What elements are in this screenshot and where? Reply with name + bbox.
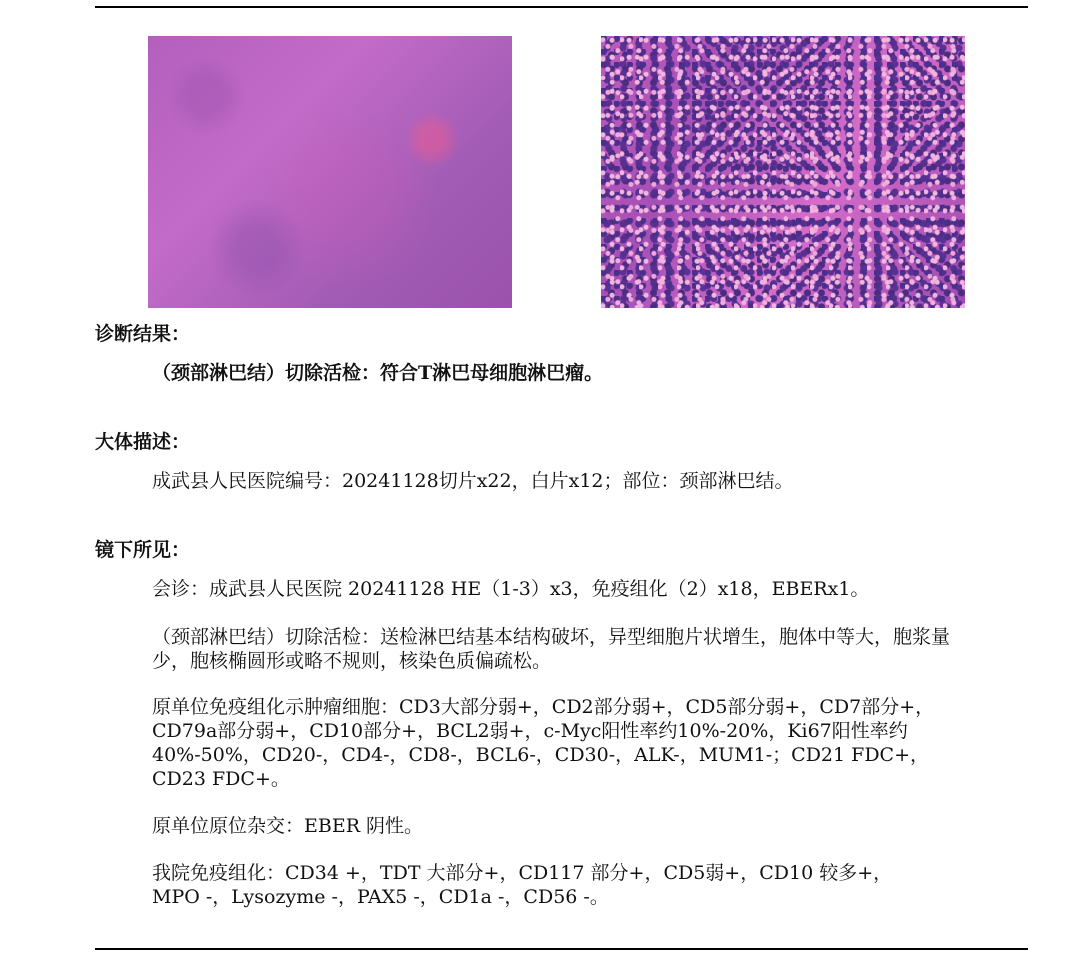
microscopy-image-high-power bbox=[601, 36, 965, 308]
gross-heading: 大体描述： bbox=[95, 431, 191, 453]
micro-paragraph-3: 原单位免疫组化示肿瘤细胞：CD3大部分弱+，CD2部分弱+，CD5部分弱+，CD7部分+，CD79a部分弱+，CD10部分+，BCL2弱+，c-Myc阳性率约10%-20%，Ki67阳性率约40%-50%，CD20-，CD4-，CD8-，BCL6-，CD30-，ALK-，MUM1-；CD21 FDC+，CD23 FDC+。 bbox=[152, 696, 935, 790]
microscopy-image-low-power bbox=[148, 36, 512, 308]
micro-paragraph-1: 会诊：成武县人民医院 20241128 HE（1-3）x3，免疫组化（2）x18，EBERx1。 bbox=[152, 578, 870, 600]
micro-heading: 镜下所见： bbox=[95, 539, 191, 561]
micro-paragraph-4: 原单位原位杂交：EBER 阴性。 bbox=[152, 815, 424, 837]
gross-text: 成武县人民医院编号：20241128切片x22，白片x12；部位：颈部淋巴结。 bbox=[152, 470, 794, 492]
micro-paragraph-2: （颈部淋巴结）切除活检：送检淋巴结基本结构破坏，异型细胞片状增生，胞体中等大，胞浆量少，胞核椭圆形或略不规则，核染色质偏疏松。 bbox=[152, 626, 951, 672]
micro-paragraph-5: 我院免疫组化：CD34 +，TDT 大部分+，CD117 部分+，CD5弱+，CD10 较多+，MPO -，Lysozyme -，PAX5 -，CD1a -，CD56 -。 bbox=[152, 862, 893, 908]
diagnosis-heading: 诊断结果： bbox=[95, 323, 191, 345]
bottom-rule bbox=[95, 948, 1028, 950]
top-rule bbox=[95, 6, 1028, 8]
diagnosis-text: （颈部淋巴结）切除活检：符合T淋巴母细胞淋巴瘤。 bbox=[152, 362, 604, 384]
